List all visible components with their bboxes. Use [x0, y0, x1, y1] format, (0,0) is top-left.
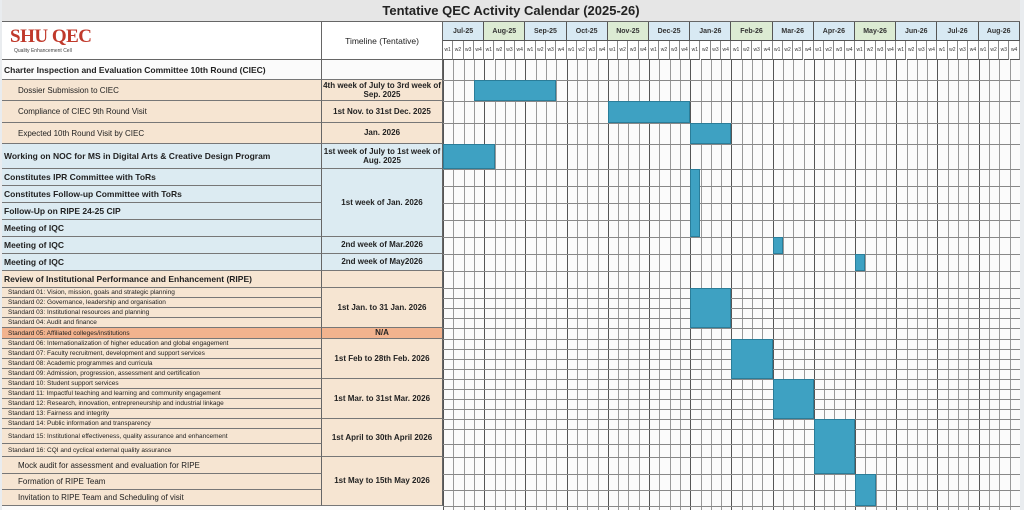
week-header: w1 [525, 41, 535, 60]
grid-vline [525, 60, 526, 510]
grid-vline [577, 60, 578, 510]
gantt-bar [474, 80, 556, 101]
activity-label: Standard 01: Vision, mission, goals and strategic planning [2, 288, 322, 298]
timeline-cell: 2nd week of Mar.2026 [322, 237, 443, 254]
logo-mark: SHU QEC [10, 26, 92, 47]
week-header: w1 [567, 41, 577, 60]
activity-label: Standard 11: Impactful teaching and learning and community engagement [2, 389, 322, 399]
grid-vline [865, 60, 866, 510]
gantt-bar [690, 123, 731, 144]
grid-vline [886, 60, 887, 510]
week-header: w1 [814, 41, 824, 60]
grid-hline [443, 474, 1020, 475]
week-header: w4 [515, 41, 525, 60]
month-header: Oct-25 [567, 22, 608, 41]
gantt-bar [608, 101, 690, 123]
week-header: w1 [937, 41, 947, 60]
timeline-cell: 1st week of Jan. 2026 [322, 169, 443, 237]
activity-label: Follow-Up on RIPE 24-25 CIP [2, 203, 322, 220]
grid-vline [670, 60, 671, 510]
week-header: w4 [927, 41, 937, 60]
month-header: Jan-26 [690, 22, 731, 41]
week-header: w3 [546, 41, 556, 60]
grid-hline [443, 389, 1020, 390]
week-header: w1 [731, 41, 741, 60]
grid-hline [443, 419, 1020, 420]
activity-label: Standard 13: Fairness and integrity [2, 409, 322, 419]
week-header: w1 [979, 41, 989, 60]
grid-vline [855, 60, 856, 510]
month-header: Aug-26 [979, 22, 1020, 41]
grid-vline [453, 60, 454, 510]
grid-vline [649, 60, 650, 510]
week-header: w1 [690, 41, 700, 60]
grid-vline [628, 60, 629, 510]
grid-vline [907, 60, 908, 510]
grid-hline [443, 220, 1020, 221]
week-header: w3 [464, 41, 474, 60]
activity-label: Mock audit for assessment and evaluation for RIPE [2, 457, 322, 474]
activity-label: Standard 04: Audit and finance [2, 318, 322, 328]
activity-label: Standard 15: Institutional effectiveness, quality assurance and enhancement [2, 429, 322, 444]
activity-label: Standard 06: Internationalization of higher education and global engagement [2, 339, 322, 349]
activity-label: Standard 14: Public information and transparency [2, 419, 322, 429]
week-header: w2 [659, 41, 669, 60]
grid-hline [443, 298, 1020, 299]
week-header: w3 [587, 41, 597, 60]
activity-label: Standard 12: Research, innovation, entrepreneurship and industrial linkage [2, 399, 322, 409]
activity-label: Meeting of IQC [2, 254, 322, 271]
timeline-cell: 1st Jan. to 31 Jan. 2026 [322, 288, 443, 328]
week-header: w3 [752, 41, 762, 60]
week-header: w4 [680, 41, 690, 60]
grid-vline [958, 60, 959, 510]
activity-label: Compliance of CIEC 9th Round Visit [2, 101, 322, 123]
activity-label: Constitutes Follow-up Committee with ToRs [2, 186, 322, 203]
grid-vline [1010, 60, 1011, 510]
grid-vline [618, 60, 619, 510]
grid-vline [639, 60, 640, 510]
grid-hline [443, 271, 1020, 272]
gantt-bar [690, 288, 731, 328]
timeline-cell: 1st April to 30th April 2026 [322, 419, 443, 457]
timeline-cell [322, 60, 443, 80]
timeline-cell: 1st week of July to 1st week of Aug. 2025 [322, 144, 443, 169]
week-header: w2 [948, 41, 958, 60]
timeline-cell: N/A [322, 328, 443, 339]
grid-vline [608, 60, 609, 510]
activity-label: Working on NOC for MS in Digital Arts & Creative Design Program [2, 144, 322, 169]
grid-vline [536, 60, 537, 510]
week-header: w1 [649, 41, 659, 60]
month-header: Apr-26 [814, 22, 855, 41]
gantt-bar [690, 169, 700, 237]
week-header: w3 [999, 41, 1009, 60]
grid-vline [999, 60, 1000, 510]
timeline-cell: 2nd week of May2026 [322, 254, 443, 271]
grid-vline [783, 60, 784, 510]
grid-hline [443, 506, 1020, 507]
gantt-bar [814, 419, 855, 474]
timeline-cell: 1st May to 15th May 2026 [322, 457, 443, 506]
week-header: w1 [484, 41, 494, 60]
activity-label: Standard 07: Faculty recruitment, development and support services [2, 349, 322, 359]
grid-hline [443, 101, 1020, 102]
week-header: w4 [804, 41, 814, 60]
grid-hline [443, 254, 1020, 255]
grid-hline [443, 203, 1020, 204]
week-header: w3 [958, 41, 968, 60]
grid-hline [443, 186, 1020, 187]
week-header: w4 [968, 41, 978, 60]
grid-vline [804, 60, 805, 510]
grid-vline [680, 60, 681, 510]
week-header: w2 [989, 41, 999, 60]
grid-vline [495, 60, 496, 510]
activity-label: Constitutes IPR Committee with ToRs [2, 169, 322, 186]
grid-hline [443, 169, 1020, 170]
activity-label: Standard 05: Affiliated colleges/institutions [2, 328, 322, 339]
grid-vline [443, 60, 444, 510]
grid-hline [443, 399, 1020, 400]
grid-vline [762, 60, 763, 510]
week-header: w3 [628, 41, 638, 60]
week-header: w3 [505, 41, 515, 60]
grid-vline [731, 60, 732, 510]
month-header: Feb-26 [731, 22, 772, 41]
gantt-bar [855, 474, 876, 506]
week-header: w1 [443, 41, 453, 60]
page-title: Tentative QEC Activity Calendar (2025-26) [2, 0, 1020, 22]
grid-vline [556, 60, 557, 510]
grid-vline [742, 60, 743, 510]
activity-label: Standard 03: Institutional resources and planning [2, 308, 322, 318]
activity-label: Charter Inspection and Evaluation Committee 10th Round (CIEC) [2, 60, 322, 80]
grid-vline [515, 60, 516, 510]
week-header: w4 [886, 41, 896, 60]
month-header: Jun-26 [896, 22, 937, 41]
week-header: w4 [556, 41, 566, 60]
grid-vline [968, 60, 969, 510]
week-header: w2 [618, 41, 628, 60]
week-header: w4 [598, 41, 608, 60]
timeline-cell: 1st Mar. to 31st Mar. 2026 [322, 379, 443, 419]
week-header: w3 [876, 41, 886, 60]
grid-vline [793, 60, 794, 510]
grid-vline [989, 60, 990, 510]
gantt-bar [773, 379, 814, 419]
activity-label: Standard 09: Admission, progression, assessment and certification [2, 369, 322, 379]
week-header: w2 [495, 41, 505, 60]
gantt-grid [443, 60, 1020, 510]
grid-vline [752, 60, 753, 510]
activity-label: Meeting of IQC [2, 237, 322, 254]
week-header: w2 [824, 41, 834, 60]
grid-vline [927, 60, 928, 510]
timeline-cell: 4th week of July to 3rd week of Sep. 2025 [322, 80, 443, 101]
gantt-bar [773, 237, 783, 254]
calendar-sheet [2, 0, 1020, 510]
grid-hline [443, 379, 1020, 380]
timeline-cell: 1st Feb to 28th Feb. 2026 [322, 339, 443, 379]
grid-vline [773, 60, 774, 510]
activity-label: Dossier Submission to CIEC [2, 80, 322, 101]
month-header: Dec-25 [649, 22, 690, 41]
grid-hline [443, 144, 1020, 145]
grid-vline [505, 60, 506, 510]
grid-vline [948, 60, 949, 510]
month-header: Jul-25 [443, 22, 484, 41]
week-header: w1 [896, 41, 906, 60]
grid-hline [443, 318, 1020, 319]
week-header: w3 [834, 41, 844, 60]
grid-vline [567, 60, 568, 510]
month-header: May-26 [855, 22, 896, 41]
week-header: w2 [453, 41, 463, 60]
week-header: w3 [793, 41, 803, 60]
grid-vline [659, 60, 660, 510]
week-header: w2 [865, 41, 875, 60]
activity-label: Expected 10th Round Visit by CIEC [2, 123, 322, 144]
grid-vline [876, 60, 877, 510]
week-header: w2 [907, 41, 917, 60]
grid-vline [979, 60, 980, 510]
activity-label: Standard 16: CQI and cyclical external quality assurance [2, 444, 322, 457]
grid-hline [443, 409, 1020, 410]
month-header: Sep-25 [525, 22, 566, 41]
activity-label: Invitation to RIPE Team and Scheduling of visit [2, 490, 322, 506]
grid-vline [484, 60, 485, 510]
grid-vline [896, 60, 897, 510]
activity-label: Standard 10: Student support services [2, 379, 322, 389]
grid-hline [443, 444, 1020, 445]
week-header: w4 [639, 41, 649, 60]
week-header: w3 [917, 41, 927, 60]
gantt-bar [443, 144, 495, 169]
timeline-column-header: Timeline (Tentative) [322, 22, 443, 60]
activity-label: Standard 08: Academic programmes and curricula [2, 359, 322, 369]
week-header: w2 [742, 41, 752, 60]
grid-vline [598, 60, 599, 510]
week-header: w4 [474, 41, 484, 60]
grid-hline [443, 308, 1020, 309]
timeline-cell [322, 271, 443, 288]
grid-hline [443, 288, 1020, 289]
timeline-cell: Jan. 2026 [322, 123, 443, 144]
activity-label: Review of Institutional Performance and Enhancement (RIPE) [2, 271, 322, 288]
week-header: w2 [783, 41, 793, 60]
grid-vline [546, 60, 547, 510]
activity-label: Standard 02: Governance, leadership and organisation [2, 298, 322, 308]
grid-vline [587, 60, 588, 510]
month-header: Mar-26 [773, 22, 814, 41]
week-header: w3 [711, 41, 721, 60]
grid-vline [917, 60, 918, 510]
grid-vline [474, 60, 475, 510]
week-header: w4 [1010, 41, 1020, 60]
logo [2, 22, 322, 60]
gantt-bar [731, 339, 772, 379]
week-header: w4 [845, 41, 855, 60]
week-header: w3 [670, 41, 680, 60]
week-header: w1 [855, 41, 865, 60]
grid-hline [443, 237, 1020, 238]
week-header: w4 [762, 41, 772, 60]
activity-label: Meeting of IQC [2, 220, 322, 237]
week-header: w2 [536, 41, 546, 60]
week-header: w2 [577, 41, 587, 60]
week-header: w4 [721, 41, 731, 60]
grid-hline [443, 328, 1020, 329]
week-header: w1 [608, 41, 618, 60]
grid-hline [443, 123, 1020, 124]
grid-vline [464, 60, 465, 510]
week-header: w2 [701, 41, 711, 60]
grid-hline [443, 429, 1020, 430]
month-header: Jul-26 [937, 22, 978, 41]
grid-vline [937, 60, 938, 510]
grid-hline [443, 457, 1020, 458]
month-header: Aug-25 [484, 22, 525, 41]
grid-hline [443, 490, 1020, 491]
activity-label: Formation of RIPE Team [2, 474, 322, 490]
month-header: Nov-25 [608, 22, 649, 41]
timeline-cell: 1st Nov. to 31st Dec. 2025 [322, 101, 443, 123]
logo-subtitle: Quality Enhancement Cell [14, 48, 72, 54]
gantt-bar [855, 254, 865, 271]
week-header: w1 [773, 41, 783, 60]
